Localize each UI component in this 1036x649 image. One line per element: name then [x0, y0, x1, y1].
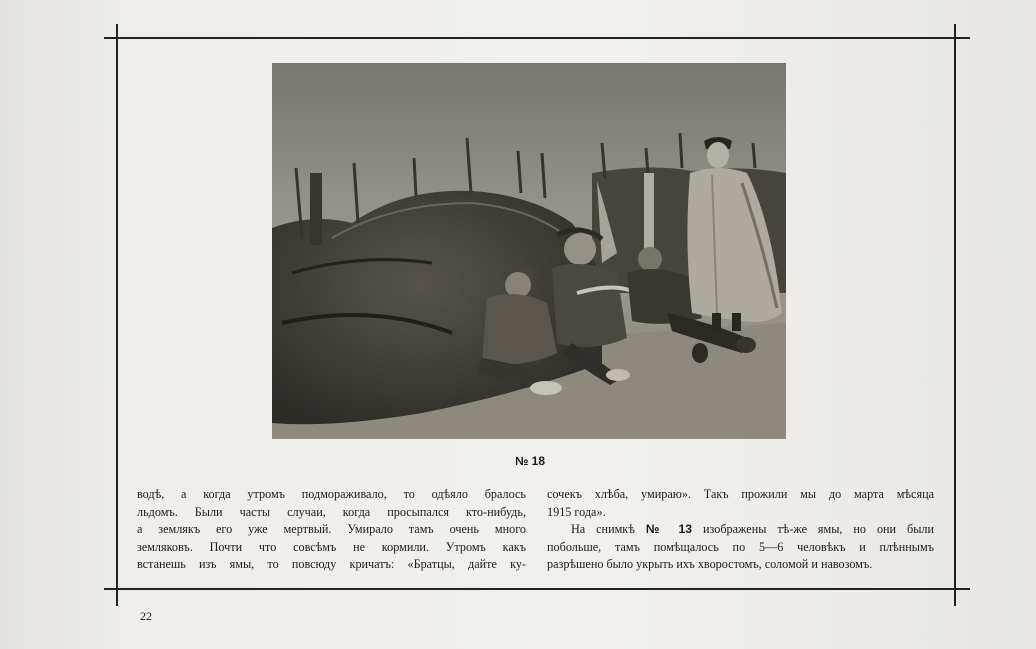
text-line-paragraph-start [547, 521, 934, 539]
figure-caption: № 18 [514, 454, 546, 468]
photograph [272, 63, 786, 439]
text-line: земляковъ. Почти что совсѣмъ не кормили. Утромъ какъ [137, 539, 526, 554]
text-line: сочекъ хлѣба, умираю». Такъ прожили мы до марта мѣсяца [547, 487, 934, 501]
text-line: 1915 года». [547, 504, 606, 519]
text-line: разрѣшено было укрыть ихъ хворостомъ, соломой и навозомъ. [547, 557, 873, 572]
bottom-rule [104, 588, 970, 590]
text-line: водѣ, а когда утромъ подмораживало, то одѣяло бралось [137, 487, 526, 501]
text-line: льдомъ. Были часты случаи, когда просыпался кто-нибудь, [137, 504, 526, 519]
left-rule [116, 24, 118, 606]
figure-reference: № 13 [645, 522, 693, 537]
right-rule [954, 24, 956, 606]
text-line: побольше, тамъ помѣщалось по 5—6 человѣкъ и плѣннымъ [547, 539, 934, 554]
text-line: а землякъ его уже мертвый. Умирало тамъ очень много [137, 522, 526, 537]
text-fragment: изображены тѣ-же ямы, но они были [702, 522, 934, 537]
text-column-left [137, 486, 526, 574]
page-number: 22 [140, 609, 152, 623]
text-line: встанешь изъ ямы, то повсюду кричатъ: «Братцы, дайте ку- [137, 557, 526, 572]
text-column-right [547, 486, 934, 574]
top-rule [104, 37, 970, 39]
text-fragment: На снимкѣ [571, 522, 635, 537]
